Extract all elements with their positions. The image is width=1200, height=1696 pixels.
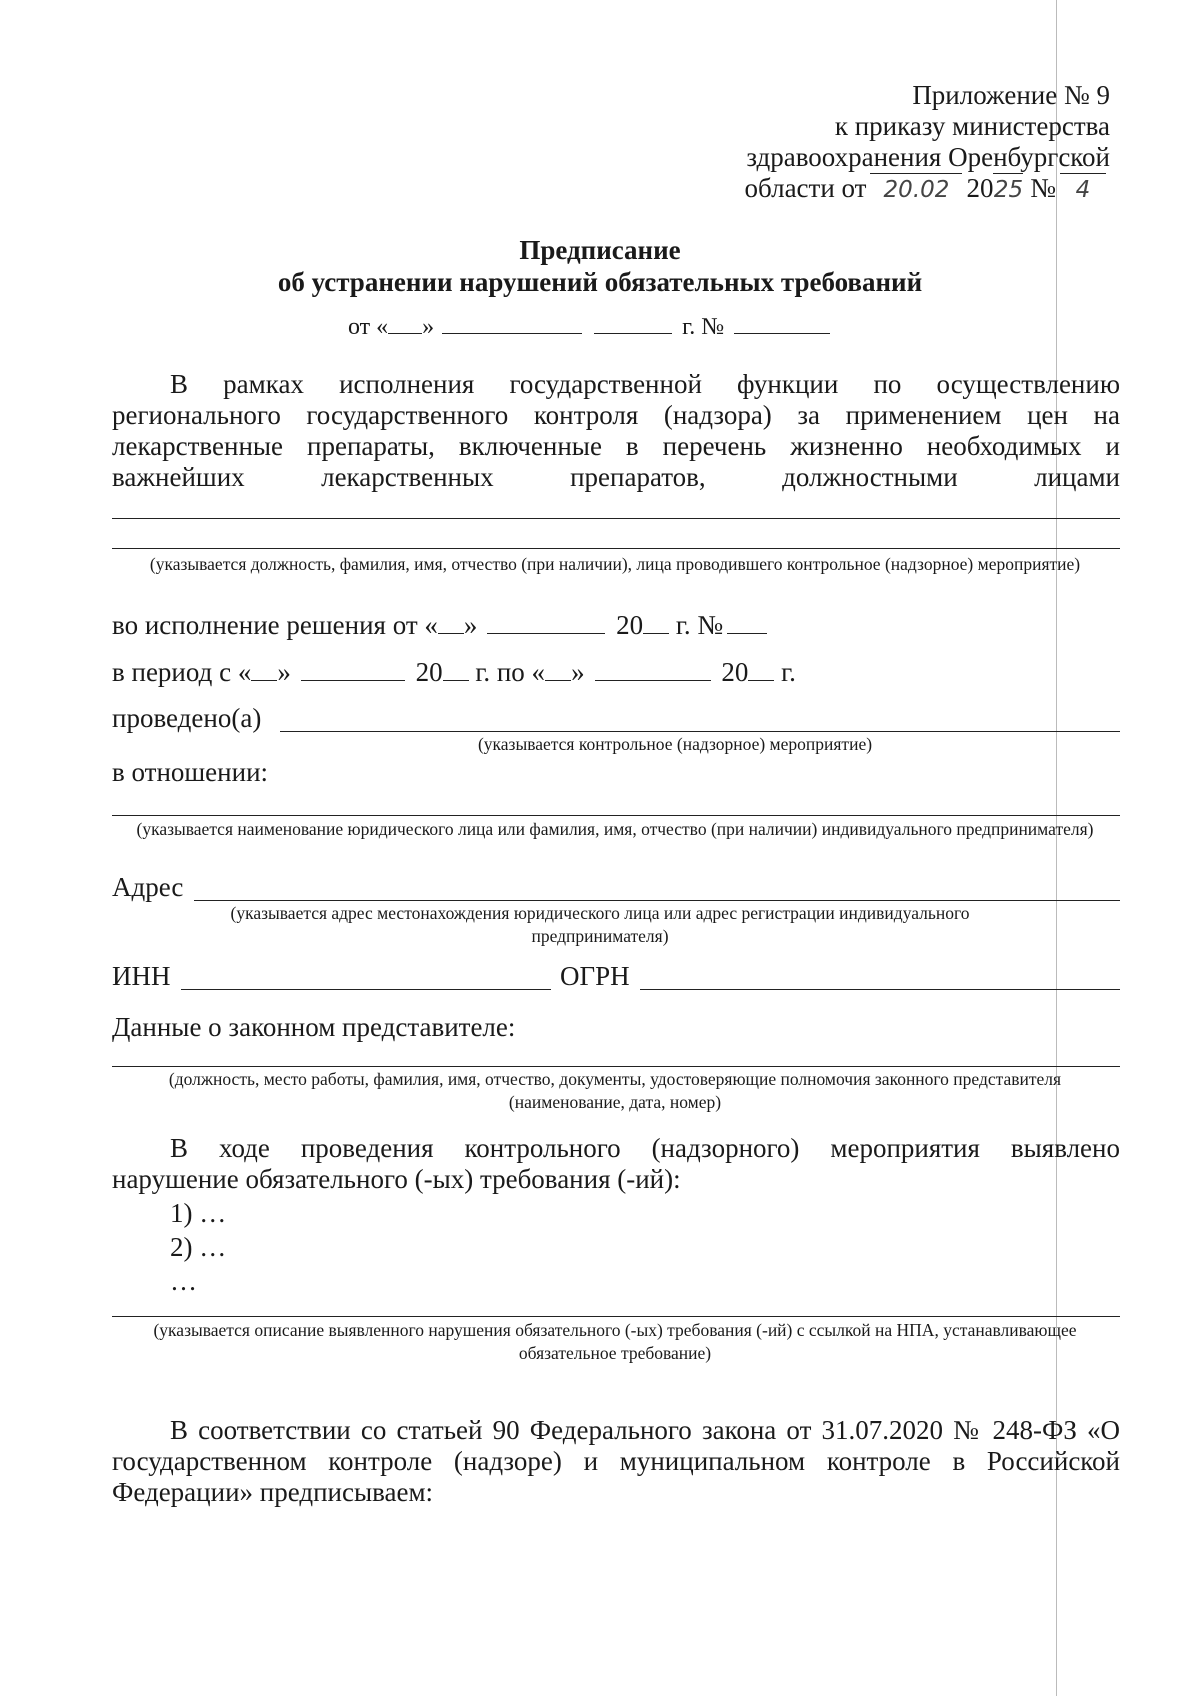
official-line-2[interactable]: [112, 548, 1120, 549]
intro-line-1: В рамках исполнения государственной функции по осуществлению: [170, 369, 1120, 399]
address-caption: (указывается адрес местонахождения юридического лица или адрес регистрации индивидуального предпринимателя): [230, 903, 970, 946]
appendix-date-line: области от 20.02 2025 № 4: [745, 173, 1110, 204]
intro-line-4: важнейших лекарственных препаратов, должностными лицами: [112, 462, 1120, 492]
violation-item-more: …: [170, 1266, 197, 1296]
ogrn-line[interactable]: [640, 989, 1120, 990]
period-end-month-blank[interactable]: [595, 680, 711, 681]
handwritten-year: 25: [993, 177, 1024, 203]
entity-caption: (указывается наименование юридического лица или фамилия, имя, отчество (при наличии) индивидуального предпринимателя): [136, 819, 1094, 839]
period-end-day-blank[interactable]: [545, 680, 571, 681]
period-start-year-blank[interactable]: [443, 680, 469, 681]
violation-caption: (указывается описание выявленного нарушения обязательного (-ых) требования (-ий) с ссылкой на НПА, устанавливающее обязательное требование): [153, 1320, 1077, 1363]
decision-month-blank[interactable]: [487, 633, 605, 634]
address-line[interactable]: [194, 900, 1120, 901]
address-label: Адрес: [112, 872, 184, 902]
handwritten-year-field: [993, 173, 1024, 203]
inn-line[interactable]: [181, 989, 551, 990]
period-line: в период с « » 20 г. по « » 20 г.: [112, 657, 796, 687]
representative-line[interactable]: [112, 1066, 1120, 1067]
violation-line-1: В ходе проведения контрольного (надзорного) мероприятия выявлено: [170, 1133, 1120, 1163]
appendix-order-ref: к приказу министерства: [834, 111, 1110, 141]
period-start-month-blank[interactable]: [301, 680, 405, 681]
handwritten-number: 4: [1075, 177, 1091, 203]
ogrn-label: ОГРН: [560, 961, 630, 991]
representative-caption: (должность, место работы, фамилия, имя, отчество, документы, удостоверяющие полномочия законного представителя (наименование, дата, номер): [168, 1069, 1062, 1112]
handwritten-date-field: [870, 173, 962, 203]
decision-number-blank[interactable]: [727, 633, 767, 634]
handwritten-date: 20.02: [883, 177, 950, 203]
decision-day-blank[interactable]: [438, 633, 464, 634]
date-year-blank[interactable]: [594, 333, 672, 334]
official-line-1[interactable]: [112, 518, 1120, 519]
appendix-ministry: здравоохранения Оренбургской: [746, 142, 1110, 172]
representative-label: Данные о законном представителе:: [112, 1012, 516, 1042]
intro-line-3: лекарственные препараты, включенные в перечень жизненно необходимых и: [112, 431, 1120, 461]
violation-item-1: 1) …: [170, 1198, 227, 1228]
date-month-blank[interactable]: [442, 333, 582, 334]
handwritten-number-field: [1060, 173, 1106, 203]
conducted-label: проведено(а): [112, 703, 262, 733]
prescription-number-blank[interactable]: [734, 333, 830, 334]
decision-line: во исполнение решения от « » 20 г. №: [112, 610, 771, 641]
conclusion-line-2: государственном контроле (надзоре) и муниципальном контроле в Российской: [112, 1446, 1120, 1476]
regarding-label: в отношении:: [112, 757, 269, 787]
violation-line[interactable]: [112, 1316, 1120, 1317]
official-caption: (указывается должность, фамилия, имя, отчество (при наличии), лица проводившего контрольное (надзорное) мероприятие): [149, 554, 1081, 574]
conclusion-line-3: Федерации» предписываем:: [112, 1477, 434, 1507]
prescription-date-line: от « » г. №: [348, 312, 834, 343]
period-start-day-blank[interactable]: [251, 680, 277, 681]
appendix-number: Приложение № 9: [912, 80, 1110, 110]
period-end-year-blank[interactable]: [748, 680, 774, 681]
violation-item-2: 2) …: [170, 1232, 227, 1262]
conclusion-line-1: В соответствии со статьей 90 Федерального закона от 31.07.2020 № 248-ФЗ «О: [170, 1415, 1120, 1445]
document-subtitle: об устранении нарушений обязательных требований: [277, 267, 923, 297]
conducted-caption: (указывается контрольное (надзорное) мероприятие): [477, 734, 873, 754]
inn-label: ИНН: [112, 961, 171, 991]
date-day-blank[interactable]: [388, 333, 422, 334]
document-title: Предписание: [519, 235, 681, 265]
conducted-line[interactable]: [280, 731, 1120, 732]
intro-line-2: регионального государственного контроля (надзора) за применением цен на: [112, 400, 1120, 430]
entity-line[interactable]: [112, 815, 1120, 816]
decision-year-blank[interactable]: [643, 633, 669, 634]
violation-line-2: нарушение обязательного (-ых) требования (-ий):: [112, 1164, 681, 1194]
